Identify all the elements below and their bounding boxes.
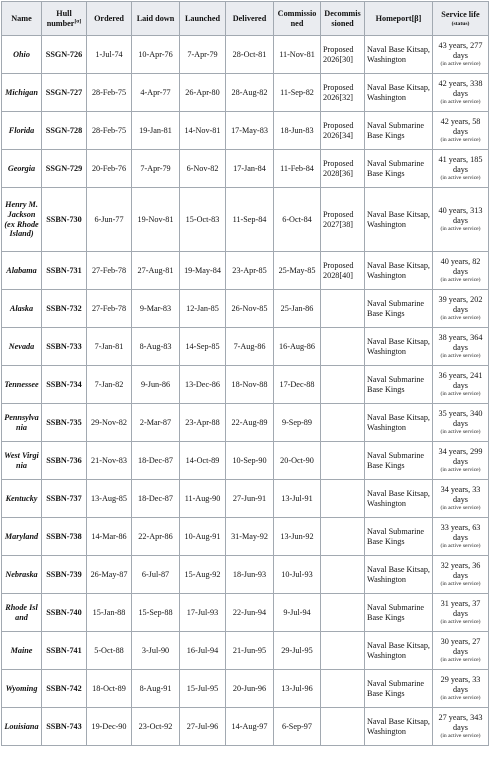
service-life-value: 41 years, 185 days (438, 155, 483, 174)
laid-down-date: 9-Mar-83 (132, 290, 180, 328)
hull-number: SSGN-729 (42, 150, 87, 188)
launched-date: 14-Oct-89 (180, 442, 226, 480)
decommissioned-status (321, 632, 365, 670)
table-row (2, 252, 489, 290)
commissioned-date: 6-Sep-97 (274, 708, 321, 746)
hull-number: SSBN-738 (42, 518, 87, 556)
delivered-date: 11-Sep-84 (226, 188, 274, 252)
delivered-date: 10-Sep-90 (226, 442, 274, 480)
hull-number: SSBN-737 (42, 480, 87, 518)
launched-date: 7-Apr-79 (180, 36, 226, 74)
ship-name-link[interactable]: Nebraska (2, 556, 42, 594)
hull-number: SSBN-732 (42, 290, 87, 328)
service-life-value: 32 years, 36 days (440, 561, 481, 580)
delivered-date: 22-Aug-89 (226, 404, 274, 442)
table-row (2, 36, 489, 74)
launched-date: 14-Sep-85 (180, 328, 226, 366)
service-life-value: 29 years, 33 days (440, 675, 481, 694)
service-life-cell (433, 290, 489, 328)
launched-date: 14-Nov-81 (180, 112, 226, 150)
service-life-cell (433, 480, 489, 518)
launched-date: 11-Aug-90 (180, 480, 226, 518)
commissioned-date: 25-Jan-86 (274, 290, 321, 328)
homeport-link[interactable]: Naval Submarine Base Kings (365, 366, 433, 404)
delivered-date: 22-Jun-94 (226, 594, 274, 632)
ordered-date: 18-Oct-89 (87, 670, 132, 708)
service-status: (in active service) (440, 277, 481, 284)
table-row (2, 708, 489, 746)
service-life-value: 42 years, 338 days (438, 79, 483, 98)
commissioned-date: 11-Feb-84 (274, 150, 321, 188)
ordered-date: 27-Feb-78 (87, 290, 132, 328)
header-row (2, 2, 489, 36)
service-status: (in active service) (440, 99, 481, 106)
homeport-link[interactable]: Naval Base Kitsap, Washington (365, 556, 433, 594)
commissioned-date: 9-Sep-89 (274, 404, 321, 442)
service-life-value: 33 years, 63 days (440, 523, 481, 542)
table-row (2, 442, 489, 480)
commissioned-date: 9-Jul-94 (274, 594, 321, 632)
service-life-value: 40 years, 313 days (438, 206, 483, 225)
header-homeport-label: Homeport (375, 13, 412, 23)
service-life-cell (433, 594, 489, 632)
service-status: (in active service) (440, 695, 481, 702)
table-row (2, 112, 489, 150)
service-life-cell (433, 188, 489, 252)
header-launched[interactable]: Launched (180, 2, 226, 36)
table-row (2, 594, 489, 632)
homeport-link[interactable]: Naval Submarine Base Kings (365, 442, 433, 480)
table-row (2, 74, 489, 112)
header-homeport[interactable] (365, 2, 433, 36)
laid-down-date: 9-Jun-86 (132, 366, 180, 404)
decommissioned-status (321, 518, 365, 556)
laid-down-date: 22-Apr-86 (132, 518, 180, 556)
decommissioned-status (321, 290, 365, 328)
launched-date: 13-Dec-86 (180, 366, 226, 404)
service-status: (in active service) (440, 61, 481, 68)
header-decommissioned[interactable]: Decommissioned (321, 2, 365, 36)
hull-number: SSBN-739 (42, 556, 87, 594)
decommissioned-status (321, 670, 365, 708)
ordered-date: 29-Nov-82 (87, 404, 132, 442)
commissioned-date: 13-Jul-91 (274, 480, 321, 518)
ship-name-link[interactable]: Wyoming (2, 670, 42, 708)
launched-date: 12-Jan-85 (180, 290, 226, 328)
laid-down-date: 27-Aug-81 (132, 252, 180, 290)
ship-name-link[interactable]: West Virginia (2, 442, 42, 480)
decommissioned-status: Proposed 2027[38] (321, 188, 365, 252)
service-life-cell (433, 404, 489, 442)
hull-number: SSGN-726 (42, 36, 87, 74)
decommissioned-status (321, 480, 365, 518)
homeport-link[interactable]: Naval Submarine Base Kings (365, 518, 433, 556)
service-life-value: 31 years, 37 days (440, 599, 481, 618)
delivered-date: 28-Oct-81 (226, 36, 274, 74)
commissioned-date: 11-Nov-81 (274, 36, 321, 74)
service-status: (in active service) (440, 429, 481, 436)
hull-number: SSBN-743 (42, 708, 87, 746)
launched-date: 15-Oct-83 (180, 188, 226, 252)
service-life-cell (433, 150, 489, 188)
service-status: (in active service) (440, 137, 481, 144)
decommissioned-status (321, 442, 365, 480)
header-service-life-label: Service life (441, 9, 480, 19)
delivered-date: 27-Jun-91 (226, 480, 274, 518)
delivered-date: 26-Nov-85 (226, 290, 274, 328)
hull-number: SSBN-742 (42, 670, 87, 708)
decommissioned-status: Proposed 2026[34] (321, 112, 365, 150)
header-hull[interactable] (42, 2, 87, 36)
ship-name-link[interactable]: Maryland (2, 518, 42, 556)
laid-down-date: 19-Nov-81 (132, 188, 180, 252)
laid-down-date: 8-Aug-83 (132, 328, 180, 366)
service-status: (in active service) (440, 733, 481, 740)
homeport-link[interactable]: Naval Base Kitsap, Washington (365, 404, 433, 442)
laid-down-date: 3-Jul-90 (132, 632, 180, 670)
submarine-table (1, 1, 489, 746)
launched-date: 10-Aug-91 (180, 518, 226, 556)
delivered-date: 23-Apr-85 (226, 252, 274, 290)
ship-name-link[interactable]: Rhode Island (2, 594, 42, 632)
service-life-value: 42 years, 58 days (440, 117, 481, 136)
service-life-cell (433, 708, 489, 746)
launched-date: 23-Apr-88 (180, 404, 226, 442)
ordered-date: 5-Oct-88 (87, 632, 132, 670)
service-life-value: 43 years, 277 days (438, 41, 483, 60)
hull-number: SSGN-727 (42, 74, 87, 112)
decommissioned-status: Proposed 2026[32] (321, 74, 365, 112)
table-row (2, 632, 489, 670)
commissioned-date: 29-Jul-95 (274, 632, 321, 670)
ship-name-link[interactable]: Tennessee (2, 366, 42, 404)
decommissioned-status (321, 404, 365, 442)
commissioned-date: 16-Aug-86 (274, 328, 321, 366)
decommissioned-status (321, 366, 365, 404)
hull-number: SSBN-740 (42, 594, 87, 632)
service-life-cell (433, 442, 489, 480)
commissioned-date: 17-Dec-88 (274, 366, 321, 404)
service-status: (in active service) (440, 175, 481, 182)
launched-date: 27-Jul-96 (180, 708, 226, 746)
ship-name-link[interactable]: Ohio (2, 36, 42, 74)
ship-name-link[interactable]: Maine (2, 632, 42, 670)
ship-name-link[interactable]: Nevada (2, 328, 42, 366)
homeport-link[interactable]: Naval Base Kitsap, Washington (365, 36, 433, 74)
header-name[interactable]: Name (2, 2, 42, 36)
laid-down-date: 15-Sep-88 (132, 594, 180, 632)
service-status: (in active service) (440, 391, 481, 398)
ship-name-link[interactable]: Pennsylvania (2, 404, 42, 442)
launched-date: 17-Jul-93 (180, 594, 226, 632)
service-life-value: 30 years, 27 days (440, 637, 481, 656)
ship-name-link[interactable]: Louisiana (2, 708, 42, 746)
delivered-date: 21-Jun-95 (226, 632, 274, 670)
ordered-date: 6-Jun-77 (87, 188, 132, 252)
service-life-cell (433, 36, 489, 74)
ordered-date: 7-Jan-82 (87, 366, 132, 404)
delivered-date: 18-Jun-93 (226, 556, 274, 594)
delivered-date: 18-Nov-88 (226, 366, 274, 404)
table-row (2, 518, 489, 556)
header-hull-label: Hull number (46, 8, 75, 28)
table-row (2, 366, 489, 404)
hull-footnote-ref[interactable]: [α] (74, 17, 82, 24)
service-life-value: 34 years, 33 days (440, 485, 481, 504)
service-life-cell (433, 366, 489, 404)
laid-down-date: 23-Oct-92 (132, 708, 180, 746)
decommissioned-status: Proposed 2028[40] (321, 252, 365, 290)
hull-number: SSBN-734 (42, 366, 87, 404)
hull-number: SSBN-730 (42, 188, 87, 252)
service-status: (in active service) (440, 226, 481, 233)
table-row (2, 290, 489, 328)
ordered-date: 14-Mar-86 (87, 518, 132, 556)
ordered-date: 28-Feb-75 (87, 74, 132, 112)
service-life-cell (433, 252, 489, 290)
delivered-date: 14-Aug-97 (226, 708, 274, 746)
ordered-date: 20-Feb-76 (87, 150, 132, 188)
ordered-date: 19-Dec-90 (87, 708, 132, 746)
homeport-link[interactable]: Naval Base Kitsap, Washington (365, 252, 433, 290)
ship-name-link[interactable]: Alabama (2, 252, 42, 290)
ordered-date: 1-Jul-74 (87, 36, 132, 74)
laid-down-date: 18-Dec-87 (132, 480, 180, 518)
ordered-date: 13-Aug-85 (87, 480, 132, 518)
decommissioned-status (321, 708, 365, 746)
commissioned-date: 20-Oct-90 (274, 442, 321, 480)
service-status: (in active service) (440, 543, 481, 550)
decommissioned-status (321, 594, 365, 632)
launched-date: 16-Jul-94 (180, 632, 226, 670)
homeport-link[interactable]: Naval Base Kitsap, Washington (365, 632, 433, 670)
service-life-cell (433, 328, 489, 366)
ship-name-link[interactable]: Henry M. Jackson (ex Rhode Island) (2, 188, 42, 252)
service-life-cell (433, 74, 489, 112)
header-delivered[interactable]: Delivered (226, 2, 274, 36)
commissioned-date: 6-Oct-84 (274, 188, 321, 252)
decommissioned-status (321, 556, 365, 594)
homeport-link[interactable]: Naval Submarine Base Kings (365, 112, 433, 150)
header-service-life[interactable] (433, 2, 489, 36)
commissioned-date: 25-May-85 (274, 252, 321, 290)
service-life-cell (433, 632, 489, 670)
service-life-value: 36 years, 241 days (438, 371, 483, 390)
ship-name-link[interactable]: Alaska (2, 290, 42, 328)
service-life-cell (433, 112, 489, 150)
ship-name-link[interactable]: Michigan (2, 74, 42, 112)
delivered-date: 28-Aug-82 (226, 74, 274, 112)
table-row (2, 188, 489, 252)
ordered-date: 27-Feb-78 (87, 252, 132, 290)
laid-down-date: 7-Apr-79 (132, 150, 180, 188)
homeport-link[interactable]: Naval Base Kitsap, Washington (365, 328, 433, 366)
service-life-cell (433, 518, 489, 556)
commissioned-date: 13-Jun-92 (274, 518, 321, 556)
header-ordered[interactable]: Ordered (87, 2, 132, 36)
service-status: (in active service) (440, 353, 481, 360)
table-row (2, 150, 489, 188)
table-row (2, 328, 489, 366)
service-life-cell (433, 670, 489, 708)
service-life-cell (433, 556, 489, 594)
service-status: (in active service) (440, 467, 481, 474)
decommissioned-status: Proposed 2028[36] (321, 150, 365, 188)
service-life-value: 38 years, 364 days (438, 333, 483, 352)
homeport-link[interactable]: Naval Submarine Base Kings (365, 150, 433, 188)
laid-down-date: 18-Dec-87 (132, 442, 180, 480)
header-commissioned[interactable]: Commissioned (274, 2, 321, 36)
service-life-value: 27 years, 343 days (438, 713, 483, 732)
table-row (2, 670, 489, 708)
commissioned-date: 18-Jun-83 (274, 112, 321, 150)
homeport-link[interactable]: Naval Submarine Base Kings (365, 290, 433, 328)
ordered-date: 28-Feb-75 (87, 112, 132, 150)
service-life-value: 40 years, 82 days (440, 257, 481, 276)
ship-name-link[interactable]: Kentucky (2, 480, 42, 518)
hull-number: SSBN-741 (42, 632, 87, 670)
table-row (2, 556, 489, 594)
table-row (2, 404, 489, 442)
homeport-link[interactable]: Naval Submarine Base Kings (365, 670, 433, 708)
hull-number: SSBN-731 (42, 252, 87, 290)
laid-down-date: 4-Apr-77 (132, 74, 180, 112)
homeport-link[interactable]: Naval Base Kitsap, Washington (365, 188, 433, 252)
commissioned-date: 10-Jul-93 (274, 556, 321, 594)
homeport-link[interactable]: Naval Base Kitsap, Washington (365, 74, 433, 112)
delivered-date: 20-Jun-96 (226, 670, 274, 708)
ordered-date: 15-Jan-88 (87, 594, 132, 632)
header-laid-down[interactable]: Laid down (132, 2, 180, 36)
laid-down-date: 6-Jul-87 (132, 556, 180, 594)
commissioned-date: 13-Jul-96 (274, 670, 321, 708)
laid-down-date: 8-Aug-91 (132, 670, 180, 708)
launched-date: 15-Jul-95 (180, 670, 226, 708)
service-status: (in active service) (440, 315, 481, 322)
homeport-link[interactable]: Naval Base Kitsap, Washington (365, 480, 433, 518)
service-status: (in active service) (440, 657, 481, 664)
hull-number: SSBN-733 (42, 328, 87, 366)
laid-down-date: 2-Mar-87 (132, 404, 180, 442)
service-status: (in active service) (440, 581, 481, 588)
service-life-value: 39 years, 202 days (438, 295, 483, 314)
service-status: (in active service) (440, 505, 481, 512)
header-service-life-sub: (status) (451, 21, 470, 28)
hull-number: SSBN-735 (42, 404, 87, 442)
delivered-date: 7-Aug-86 (226, 328, 274, 366)
laid-down-date: 10-Apr-76 (132, 36, 180, 74)
hull-number: SSGN-728 (42, 112, 87, 150)
delivered-date: 17-Jan-84 (226, 150, 274, 188)
launched-date: 15-Aug-92 (180, 556, 226, 594)
ordered-date: 26-May-87 (87, 556, 132, 594)
launched-date: 26-Apr-80 (180, 74, 226, 112)
ordered-date: 21-Nov-83 (87, 442, 132, 480)
commissioned-date: 11-Sep-82 (274, 74, 321, 112)
delivered-date: 31-May-92 (226, 518, 274, 556)
service-status: (in active service) (440, 619, 481, 626)
decommissioned-status (321, 328, 365, 366)
homeport-link[interactable]: Naval Submarine Base Kings (365, 594, 433, 632)
delivered-date: 17-May-83 (226, 112, 274, 150)
ship-name-link[interactable]: Florida (2, 112, 42, 150)
homeport-link[interactable]: Naval Base Kitsap, Washington (365, 708, 433, 746)
launched-date: 19-May-84 (180, 252, 226, 290)
table-row (2, 480, 489, 518)
hull-number: SSBN-736 (42, 442, 87, 480)
launched-date: 6-Nov-82 (180, 150, 226, 188)
ordered-date: 7-Jan-81 (87, 328, 132, 366)
ship-name-link[interactable]: Georgia (2, 150, 42, 188)
decommissioned-status: Proposed 2026[30] (321, 36, 365, 74)
service-life-value: 34 years, 299 days (438, 447, 483, 466)
homeport-footnote-ref[interactable]: [β] (411, 13, 422, 23)
service-life-value: 35 years, 340 days (438, 409, 483, 428)
laid-down-date: 19-Jan-81 (132, 112, 180, 150)
